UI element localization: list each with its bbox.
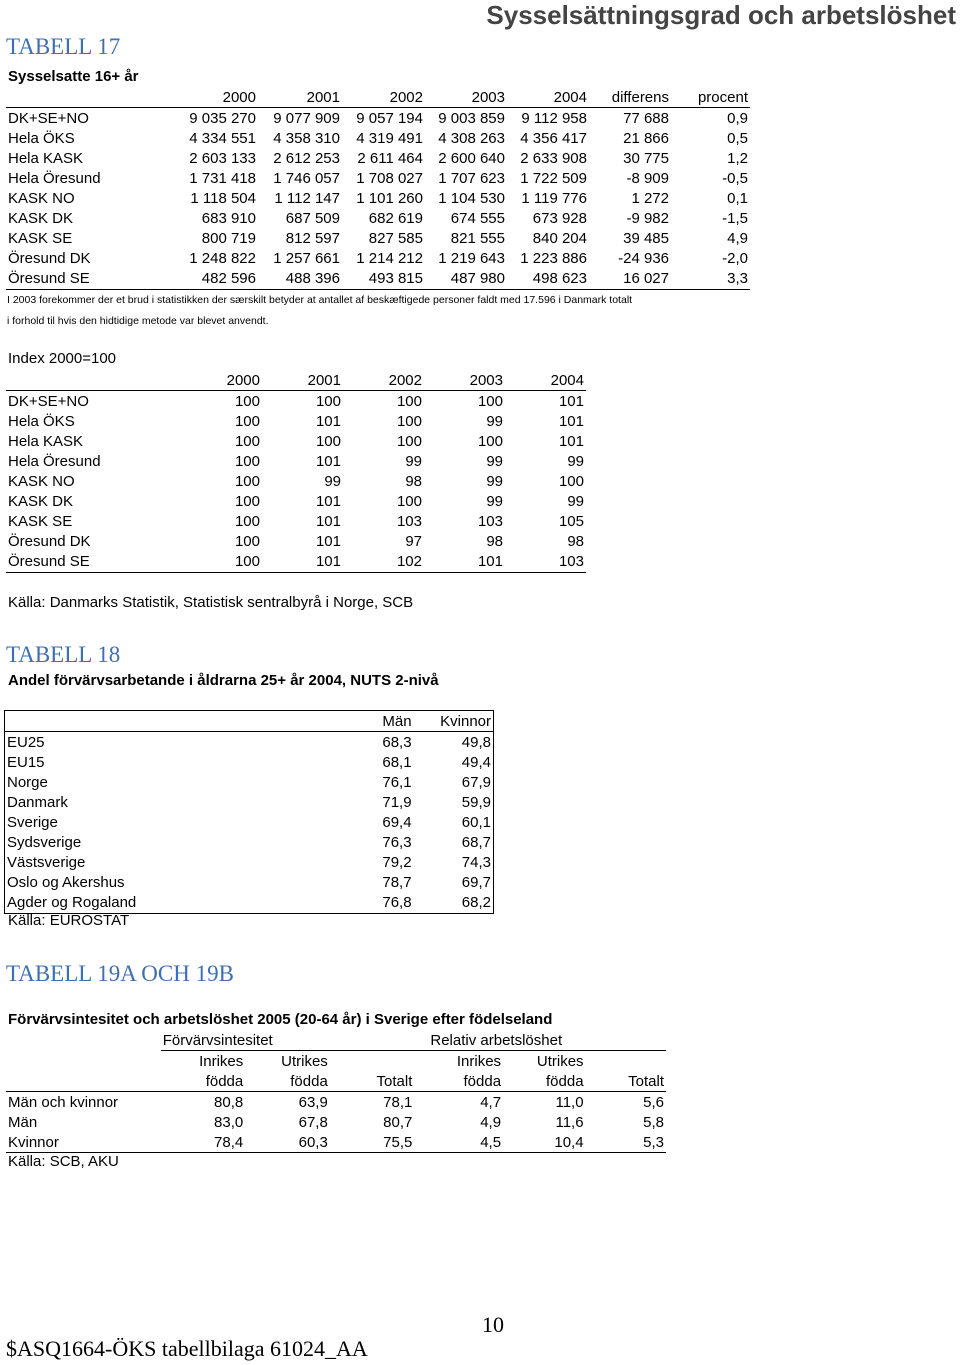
column-header: differens [589,88,671,108]
table-cell: 80,7 [383,1113,413,1131]
group-header-relativ-arbetsloshet: Relativ arbetslöshet [414,1030,666,1051]
table-cell: 99 [486,493,503,511]
table-cell: 4 319 491 [356,129,423,147]
table-row [6,148,750,168]
table-row [6,249,750,269]
table-cell: 100 [315,392,341,410]
column-header: 2000 [166,88,258,108]
table-cell: 39 485 [623,230,669,248]
column-header: 2004 [505,370,586,391]
table-cell: 101 [315,493,341,511]
table-cell: 103 [505,552,586,573]
row-label: DK+SE+NO [8,109,89,127]
table-row [6,431,586,451]
table-cell: 674 555 [450,210,505,228]
table-cell: 1 746 057 [273,169,340,187]
table-cell: 76,1 [382,773,412,791]
row-label: KASK SE [8,513,73,531]
table-cell: 101 [558,432,584,450]
table-cell: 101 [558,392,584,410]
table-cell: 0,1 [727,189,748,207]
table-cell: 3,3 [671,269,750,290]
table-cell: 75,5 [330,1132,415,1153]
table-row [6,269,750,290]
table-cell: 812 597 [285,230,340,248]
table-cell: 63,9 [298,1093,328,1111]
row-label: Kvinnor [6,1132,161,1153]
table-cell: 4 334 551 [189,129,256,147]
table-cell: 60,3 [245,1132,330,1153]
table-cell: 1 219 643 [438,250,505,268]
table-cell: 482 596 [166,269,258,290]
row-label: KASK SE [8,230,73,248]
table-cell: 4 356 417 [520,129,587,147]
table-cell: 4,5 [414,1132,503,1153]
row-label: Öresund SE [6,552,180,573]
table-cell: 488 396 [258,269,342,290]
table-cell: 69,7 [414,873,494,893]
table-cell: 100 [234,432,260,450]
row-label: Sydsverige [5,833,332,853]
table-cell: -1,5 [722,210,748,228]
table-cell: 76,8 [332,893,414,914]
table-header-row [6,88,750,108]
table-cell: 100 [234,533,260,551]
table-cell: 1 731 418 [189,169,256,187]
table-cell: 0,5 [727,129,748,147]
table-cell: 4 358 310 [273,129,340,147]
table-cell: 105 [558,513,584,531]
table-row [6,492,586,512]
column-header: födda [503,1071,586,1092]
table-cell: 100 [396,432,422,450]
table-cell: 11,0 [555,1093,584,1111]
tabell-18-source: Källa: EUROSTAT [8,912,130,929]
table-header-row [6,1051,666,1072]
table-header-row [5,711,494,732]
table-cell: -2,0 [722,250,748,268]
row-label: KASK DK [8,493,74,511]
table-cell: 99 [567,452,584,470]
table-row [6,471,586,491]
table-cell: 49,8 [414,732,494,753]
table-cell: 1 214 212 [356,250,423,268]
table-cell: 60,1 [414,812,494,832]
column-header: 2003 [424,370,505,391]
table-cell: 9 057 194 [356,109,423,127]
table-cell: 76,3 [382,834,412,852]
table-cell: 100 [315,432,341,450]
table-cell: 99 [486,473,503,491]
table-cell: 100 [396,412,422,430]
table-cell: 5,6 [643,1093,664,1111]
table-row [6,552,586,573]
table-row [5,752,494,772]
table-row [5,792,494,812]
column-header: födda [414,1071,503,1092]
row-label: Män och kvinnor [8,1093,119,1111]
table-cell: 103 [396,513,422,531]
tabell-19-subtitle: Förvärvsintesitet och arbetslöshet 2005 (20-64 år) i Sverige efter födelseland [8,1011,553,1028]
column-header: Utrikes [281,1052,328,1070]
table-header-row [6,1071,666,1092]
row-label: Öresund SE [6,269,166,290]
table-cell: 100 [234,513,260,531]
table-cell: 101 [315,412,341,430]
table-cell: 10,4 [503,1132,586,1153]
table-cell: -8 909 [626,169,669,187]
table-cell: 68,7 [414,833,494,853]
row-label: Danmark [5,792,332,812]
table-cell: 69,4 [382,814,412,832]
table-row [6,391,586,412]
table-cell: 1 272 [631,189,669,207]
column-header: 2002 [343,370,424,391]
row-label: EU25 [5,732,332,753]
table-cell: 100 [477,392,503,410]
table-cell: 1 101 260 [356,189,423,207]
tabell-18-subtitle: Andel förvärvsarbetande i åldrarna 25+ år 2004, NUTS 2-nivå [8,672,439,689]
table-cell: 840 204 [532,230,587,248]
table-cell: 77 688 [623,109,669,127]
column-header: Inrikes [456,1052,502,1070]
table-row [5,833,494,853]
table-cell: 21 866 [623,129,669,147]
table-cell: 98 [405,473,422,491]
table-cell: 71,9 [382,793,412,811]
table-cell: 5,8 [643,1113,664,1131]
table-row [6,229,750,249]
row-label: Hela Öresund [8,452,101,470]
table-cell: 78,7 [382,874,412,892]
table-cell: 67,8 [298,1113,328,1131]
table-cell: 1 119 776 [521,189,587,207]
table-cell: -9 982 [626,210,669,228]
table-cell: 16 027 [589,269,671,290]
row-label: DK+SE+NO [8,392,89,410]
table-row [6,108,750,129]
table-cell: 1 707 623 [438,169,505,187]
column-header: Kvinnor [414,711,494,732]
column-header: Inrikes [199,1052,244,1070]
table-row [5,732,494,753]
row-label: Öresund DK [8,250,91,268]
table-row [6,1132,666,1153]
column-header: 2001 [258,88,342,108]
column-header: födda [161,1071,246,1092]
table-cell: 1 708 027 [356,169,423,187]
table-cell: 80,8 [214,1093,244,1111]
row-label: EU15 [5,752,332,772]
table-cell: 68,2 [414,893,494,914]
row-label: Agder og Rogaland [5,893,332,914]
row-label: Oslo og Akershus [5,873,332,893]
table-cell: 2 600 640 [438,149,505,167]
row-label: Öresund DK [8,533,91,551]
table-cell: 102 [343,552,424,573]
table-cell: 97 [405,533,422,551]
table-cell: 0,9 [727,109,748,127]
table-cell: 1 112 147 [274,189,340,207]
column-header: Totalt [330,1071,415,1092]
tabell-19-table [6,1030,666,1153]
table-row [6,532,586,552]
table-cell: 827 585 [368,230,423,248]
column-header: födda [245,1071,330,1092]
table-cell: 4 308 263 [438,129,505,147]
row-label: KASK NO [8,189,75,207]
table-cell: 30 775 [623,149,669,167]
table-cell: 5,3 [586,1132,666,1153]
table-cell: 1 248 822 [189,250,256,268]
table-cell: 79,2 [382,854,412,872]
table-cell: 67,9 [414,772,494,792]
table-cell: 1 223 886 [520,250,587,268]
tabell-17-subtitle: Sysselsatte 16+ år [8,68,139,85]
column-header: Utrikes [536,1052,584,1070]
tabell-17-title: TABELL 17 [6,34,121,59]
column-header: Totalt [586,1071,666,1092]
table-cell: 100 [234,493,260,511]
table-row [6,168,750,188]
table-cell: 103 [477,513,503,531]
table-cell: 101 [424,552,505,573]
table-cell: 78,1 [383,1093,413,1111]
table-row [5,812,494,832]
table-row [5,853,494,873]
row-label: Västsverige [5,853,332,873]
tabell-18-title: TABELL 18 [6,642,121,667]
table-cell: 100 [234,452,260,470]
table-cell: 1 257 661 [273,250,340,268]
document-code: $ASQ1664-ÖKS tabellbilaga 61024_AA [6,1336,368,1361]
table-cell: 9 003 859 [438,109,505,127]
table-cell: 4,9 [727,230,748,248]
table-cell: 498 623 [507,269,589,290]
row-label: Hela ÖKS [8,129,75,147]
table-row [6,208,750,228]
row-label: Män [8,1113,38,1131]
table-cell: 98 [486,533,503,551]
table-cell: 83,0 [214,1113,244,1131]
table-cell: 9 077 909 [273,109,340,127]
table-cell: 101 [315,533,341,551]
table-cell: 99 [486,452,503,470]
table-cell: 100 [234,412,260,430]
column-header: Män [332,711,414,732]
table-cell: 4,9 [480,1113,502,1131]
table-cell: 2 633 908 [520,149,587,167]
table-cell: 74,3 [414,853,494,873]
table-row [6,188,750,208]
table-cell: 99 [486,412,503,430]
index-table-title: Index 2000=100 [8,350,117,367]
page-number: 10 [482,1312,504,1337]
table-cell: 49,4 [414,752,494,772]
row-label: Norge [5,772,332,792]
table-cell: 9 035 270 [189,109,256,127]
table-cell: 99 [567,493,584,511]
index-table-source: Källa: Danmarks Statistik, Statistisk sentralbyrå i Norge, SCB [8,594,414,611]
table-cell: 4,7 [480,1093,502,1111]
row-label: Hela KASK [8,149,84,167]
table-cell: 101 [315,452,341,470]
group-header-forvarvsintesitet: Förvärvsintesitet [161,1030,415,1051]
column-header: 2000 [180,370,262,391]
table-cell: 9 112 958 [521,109,587,127]
table-cell: 100 [396,392,422,410]
table-cell: 68,1 [382,753,412,771]
table-cell: 2 612 253 [273,149,340,167]
column-header: 2002 [342,88,425,108]
table-cell: 101 [262,552,343,573]
table-row [6,451,586,471]
table-cell: 99 [324,473,341,491]
table-cell: 59,9 [414,792,494,812]
column-header: procent [671,88,750,108]
table-cell: 101 [558,412,584,430]
tabell-19-title: TABELL 19A OCH 19B [6,961,234,986]
table-cell: 821 555 [450,230,505,248]
table-cell: 682 619 [368,210,423,228]
table-cell: 68,3 [382,733,412,751]
column-header: 2001 [262,370,343,391]
table-header-row [6,370,586,391]
table-row [6,128,750,148]
column-header: 2003 [425,88,507,108]
table-cell: 2 611 464 [357,149,423,167]
table-cell: 78,4 [161,1132,246,1153]
table-cell: 100 [234,473,260,491]
table-cell: 101 [315,513,341,531]
column-header: 2004 [507,88,589,108]
table-cell: 99 [405,452,422,470]
table-cell: 100 [558,473,584,491]
tabell-19-source: Källa: SCB, AKU [8,1153,119,1170]
table-row [6,1092,666,1113]
row-label: Hela ÖKS [8,412,75,430]
row-label: Sverige [5,812,332,832]
table-cell: 1,2 [727,149,748,167]
tabell-18-table [4,710,494,914]
tabell-17-note: I 2003 forekommer der et brud i statistikken der særskilt betyder at antallet af beskæftigede personer faldt med 17.596 i Danmark totalt [7,294,633,306]
table-cell: 100 [180,552,262,573]
table-cell: 1 104 530 [438,189,505,207]
table-cell: 11,6 [555,1113,584,1131]
row-label: Hela Öresund [8,169,101,187]
table-cell: 487 980 [425,269,507,290]
table-row [5,873,494,893]
tabell-17-table [6,88,750,290]
row-label: KASK DK [8,210,74,228]
table-cell: 100 [234,392,260,410]
tabell-17-note-continued: i forhold til hvis den hidtidige metode var blevet anvendt. [7,315,269,327]
table-cell: 1 118 504 [190,189,256,207]
table-row [6,411,586,431]
table-cell: 100 [396,493,422,511]
table-row [6,1112,666,1132]
table-cell: 683 910 [201,210,256,228]
table-cell: 673 928 [532,210,587,228]
page-header-title: Sysselsättningsgrad och arbetslöshet [486,0,956,30]
table-row [5,893,494,914]
table-cell: -24 936 [618,250,669,268]
table-cell: -0,5 [722,169,748,187]
row-label: Hela KASK [8,432,84,450]
table-cell: 493 815 [342,269,425,290]
table-group-header-row [6,1030,666,1051]
table-cell: 98 [567,533,584,551]
table-cell: 1 722 509 [520,169,587,187]
table-cell: 2 603 133 [189,149,256,167]
table-cell: 100 [477,432,503,450]
index-table [6,370,586,573]
row-label: KASK NO [8,473,75,491]
table-cell: 687 509 [285,210,340,228]
table-cell: 800 719 [201,230,256,248]
table-row [6,512,586,532]
table-row [5,772,494,792]
